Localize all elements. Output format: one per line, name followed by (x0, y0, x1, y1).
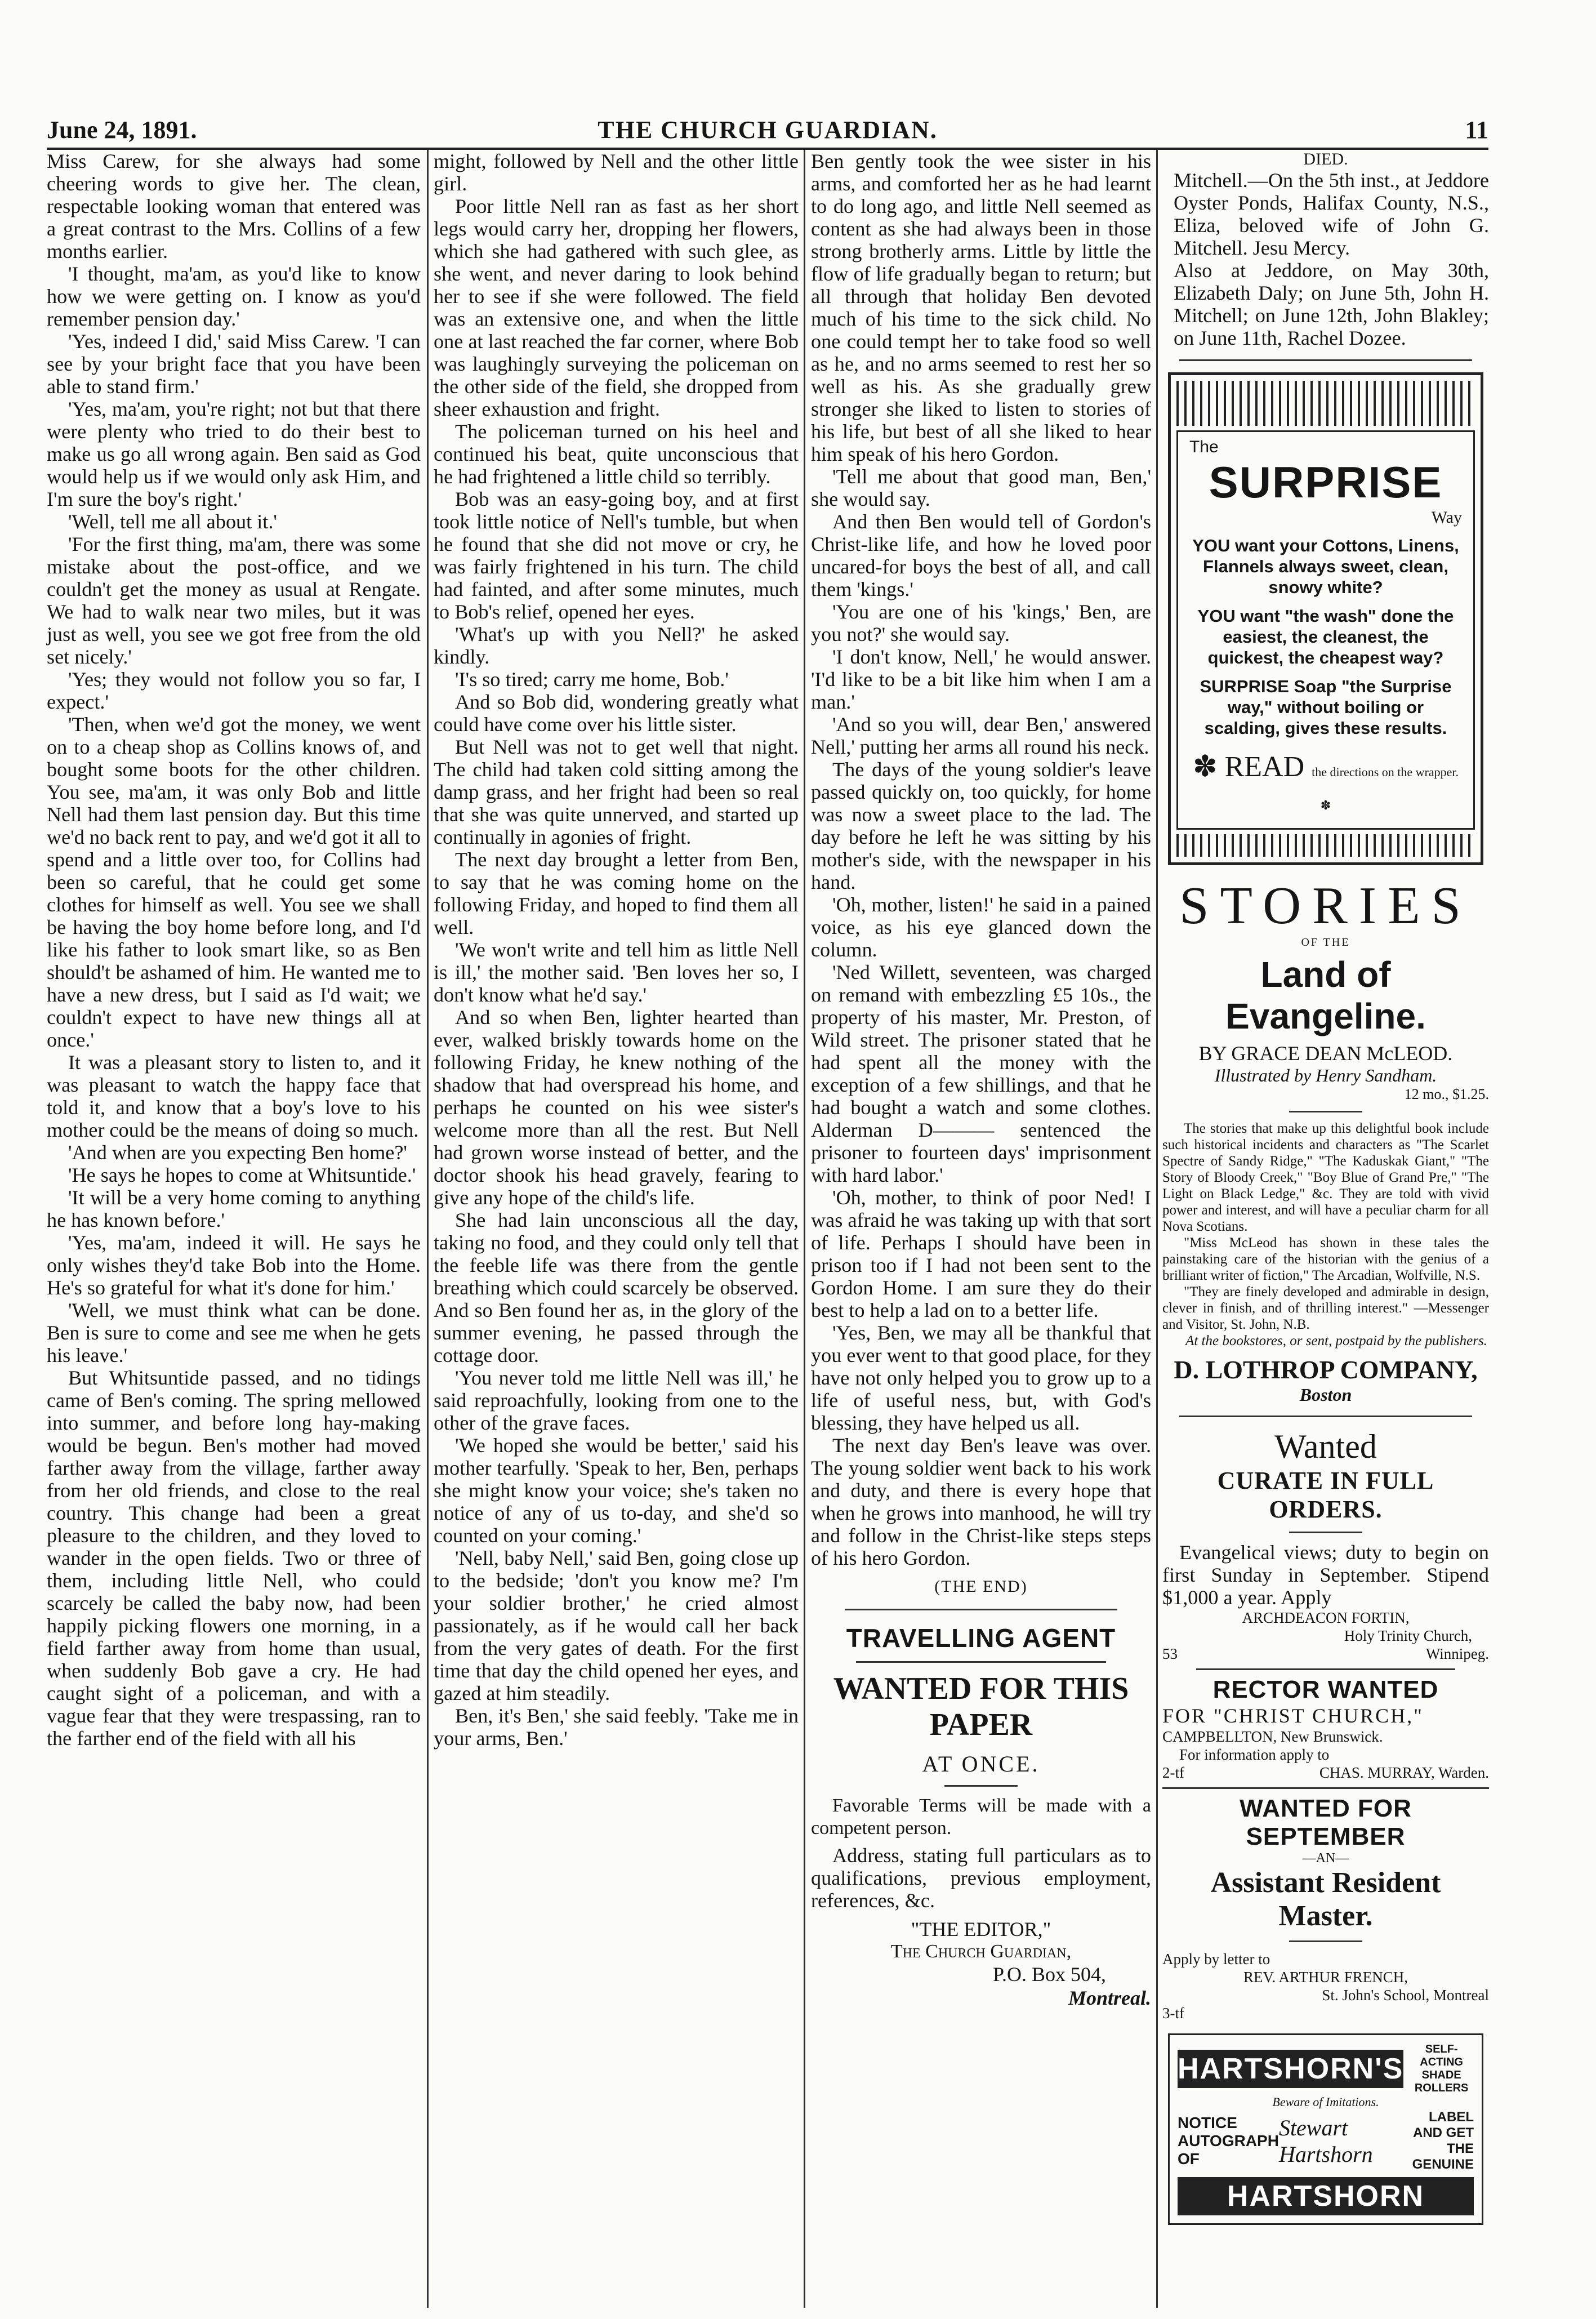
surprise-ad-inner (1176, 430, 1475, 830)
column-divider (427, 150, 429, 2308)
september-wanted-ad (1162, 1795, 1489, 2022)
rector-subheading: FOR "CHRIST CHURCH," (1162, 1704, 1424, 1727)
header-date: June 24, 1891. (47, 116, 197, 144)
curate-wanted: Wanted (1274, 1428, 1377, 1465)
story-paragraph: 'Yes, Ben, we may all be thankful that you ever went to that good place, for they have not only helped you to grow up to a life of useful ness, but, with God's blessing, they have helped us all. (811, 1321, 1151, 1434)
separator (1289, 1940, 1362, 1942)
story-paragraph: 'Yes, ma'am, you're right; not but that there were plenty who tried to do their best to make us go all wrong again. Ben said as God would help us if we would only ask Him, and I'm sure the boy's right.' (47, 398, 421, 510)
curate-contact: Holy Trinity Church, (1344, 1627, 1472, 1644)
ad-number: 3-tf (1162, 2005, 1184, 2022)
separator (1196, 1668, 1455, 1670)
rector-contact: CHAS. MURRAY, Warden. (1319, 1764, 1489, 1781)
ad-address: Montreal. (1068, 1987, 1151, 2009)
ad-text: YOU want your Cottons, Linens, Flannels always sweet, clean, snowy white? (1192, 536, 1459, 597)
header-title: THE CHURCH GUARDIAN. (598, 116, 938, 144)
book-description: The stories that make up this delightful book include such historical incidents and characters as "The Scarlet Spectre of Sandy Ridge," "The Kaduskak Giant," "The Story of Bloody Creek," "Boy Blue of Grand Pre," "The Light on Black Ledge," &c. They are told with vivid power and interest, and will have a peculiar charm for all Nova Scotians. (1162, 1121, 1489, 1234)
stories-of-the: OF THE (1301, 936, 1350, 949)
story-paragraph: 'He says he hopes to come at Whitsuntide.' (68, 1164, 416, 1186)
story-paragraph: 'Well, tell me all about it.' (68, 510, 277, 533)
read-word: ✽ READ (1193, 751, 1305, 783)
column-divider (1156, 150, 1158, 2308)
book-availability: At the bookstores, or sent, postpaid by the publishers. (1185, 1333, 1487, 1348)
hartshorn-notice: NOTICE AUTOGRAPH OF (1178, 2114, 1279, 2167)
story-paragraph: And then Ben would tell of Gordon's Christ-like life, and how he loved poor uncared-for boys the best of all, and call them 'kings.' (811, 510, 1151, 600)
story-paragraph: And so Bob did, wondering greatly what could have come over his little sister. (434, 691, 799, 736)
story-paragraph: 'Oh, mother, to think of poor Ned! I was afraid he was taking up with that sort of life. Perhaps I should have been in prison too if I had not been sent to the Gordon Home. I am sure they do their best to help a lad on to a better life. (811, 1186, 1151, 1321)
ad-number: 2-tf (1162, 1764, 1184, 1781)
hartshorn-bottom-brand: HARTSHORN (1178, 2177, 1474, 2215)
column-divider (804, 150, 805, 2308)
ad-heading: WANTED FOR THIS PAPER (833, 1671, 1129, 1742)
story-paragraph: 'Yes, indeed I did,' said Miss Carew. 'I can see by your bright face that you have been able to stand firm.' (47, 330, 421, 398)
book-illustrator: Illustrated by Henry Sandham. (1214, 1065, 1437, 1085)
surprise-brand: SURPRISE (1209, 457, 1443, 507)
story-paragraph: 'You are one of his 'kings,' Ben, are you not?' she would say. (811, 600, 1151, 646)
story-paragraph: It was a pleasant story to listen to, and it was pleasant to watch the happy face that told it, and know that a boy's love to his mother could be the means of doing so much. (47, 1051, 421, 1141)
story-paragraph: 'Nell, baby Nell,' said Ben, going close up to the bedside; 'don't you know me? I'm your soldier brother,' he cried almost passionately, as if he would call her back from the very gates of death. For the first time that day the child opened her eyes, and gazed at him steadily. (434, 1547, 799, 1704)
september-apply: Apply by letter to (1162, 1951, 1270, 1968)
story-paragraph: 'Yes; they would not follow you so far, I expect.' (47, 668, 421, 713)
ad-text: Favorable Terms will be made with a competent person. (811, 1795, 1151, 1839)
story-paragraph: 'Tell me about that good man, Ben,' she would say. (811, 465, 1151, 510)
story-paragraph: 'I's so tired; carry me home, Bob.' (455, 668, 729, 691)
story-paragraph: Poor little Nell ran as fast as her short legs would carry her, dropping her flowers, which she had gathered with such glee, as she went, and never daring to look behind her to see if she were followed. The field was an extensive one, and when the little one at last reached the far corner, where Bob was laughingly surveying the policeman on the other side of the field, she dropped from sheer exhaustion and fright. (434, 195, 799, 420)
read-directions-note: the directions on the wrapper. ✽ (1312, 765, 1459, 812)
surprise-soap-ad (1168, 372, 1483, 865)
story-paragraph: 'For the first thing, ma'am, there was some mistake about the post-office, and we couldn't get the money as usual at Rengate. We had to walk near two miles, but it was just as well, you see we got free from the old set nicely.' (47, 533, 421, 668)
publisher-city: Boston (1299, 1385, 1352, 1405)
story-paragraph: 'We won't write and tell him as little Nell is ill,' the mother said. 'Ben loves her so, I don't know what he'd say.' (434, 938, 799, 1006)
september-address: St. John's School, Montreal (1322, 1987, 1489, 2004)
rector-heading: RECTOR WANTED (1212, 1676, 1439, 1703)
story-paragraph: But Whitsuntide passed, and no tidings came of Ben's coming. The spring mellowed into summer, and before long hay-making would be begun. Ben's mother had moved farther away from the village, farther away from her old friends, and close to the real country. This change had been a great pleasure to the children, and they loved to wander in the open fields. Two or three of them, including little Nell, who could scarcely be called the baby now, had been happily picking flowers one morning, in a field farther away from home than usual, when suddenly Bob gave a cry. He had caught sight of a policeman, and with a vague fear that they were trespassing, ran to the farther end of the field with all his (47, 1367, 421, 1750)
advertisement-column (1162, 150, 1489, 2308)
september-position: Assistant Resident Master. (1210, 1867, 1441, 1932)
book-review: "They are finely developed and admirable in design, clever in finish, and of thrilling interest." —Messenger and Visitor, St. John, N.B. (1162, 1284, 1489, 1332)
curate-details: Evangelical views; duty to begin on first Sunday in September. Stipend $1,000 a year. Apply (1162, 1541, 1489, 1609)
stories-land-title: Land of Evangeline. (1225, 954, 1426, 1036)
story-paragraph: The next day Ben's leave was over. The young soldier went back to his work and duty, and there is every hope that when he grows into manhood, he will try and follow in the Christ-like steps steps of his hero Gordon. (811, 1434, 1151, 1569)
read-directions (1189, 750, 1462, 817)
story-paragraph: 'You never told me little Nell was ill,' he said reproachfully, looking from one to the other of the grave faces. (434, 1367, 799, 1434)
story-paragraph: 'Yes, ma'am, indeed it will. He says he only wishes they'd take Bob into the Home. He's so grateful for what it's done for him.' (47, 1231, 421, 1299)
death-notice: Mitchell.—On the 5th inst., at Jeddore Oyster Ponds, Halifax County, N.S., Eliza, beloved wife of John G. Mitchell. Jesu Mercy. (1174, 169, 1489, 259)
story-paragraph: 'I thought, ma'am, as you'd like to know how we were getting on. I know as you'd remember pension day.' (47, 262, 421, 330)
ad-border-pattern (1176, 834, 1475, 857)
ad-heading: TRAVELLING AGENT (846, 1623, 1116, 1653)
ad-border-pattern (1176, 381, 1475, 426)
ad-address: P.O. Box 504, (992, 1963, 1106, 1986)
ad-text: SURPRISE Soap "the Surprise way," without boiling or scalding, gives these results. (1200, 676, 1452, 738)
book-review: "Miss McLeod has shown in these tales the painstaking care of the historian with the genius of a brilliant writer of fiction," The Arcadian, Wolfville, N.S. (1162, 1235, 1489, 1283)
story-paragraph: 'What's up with you Nell?' he asked kindly. (434, 623, 799, 668)
book-author: BY GRACE DEAN McLEOD. (1198, 1042, 1453, 1065)
story-column-3 (811, 150, 1151, 2308)
rector-info: For information apply to (1179, 1746, 1330, 1763)
travelling-agent-ad (811, 1623, 1151, 2010)
story-paragraph: 'Then, when we'd got the money, we went on to a cheap shop as Collins knows of, and bought some boots for the other children. You see, ma'am, it was only Bob and little Nell had them last pension day. But this time we'd no back rent to pay, and we'd got it all to spend and a little over too, for Collins had been so careful, that he could get some clothes for himself as well. You see we shall be having the boy home before long, and I'd like his father to look smart like, so as Ben should't be ashamed of him. He wanted me to have a new dress, but I said as I'd wait; we couldn't expect to have new things all at once.' (47, 713, 421, 1051)
rector-place: CAMPBELLTON, New Brunswick. (1162, 1728, 1383, 1745)
hartshorn-beware: Beware of Imitations. (1272, 2095, 1379, 2109)
september-heading: WANTED FOR SEPTEMBER (1240, 1795, 1412, 1850)
ad-address: The Church Guardian, (890, 1941, 1072, 1962)
story-paragraph: 'It will be a very home coming to anything he has known before.' (47, 1186, 421, 1231)
story-paragraph: 'We hoped she would be better,' said his mother tearfully. 'Speak to her, Ben, perhaps she might know your voice; she's taken no notice of any of us to-day, and she'd so counted on your coming.' (434, 1434, 799, 1547)
story-paragraph: But Nell was not to get well that night. The child had taken cold sitting among the damp grass, and her fright had been so real that she was quite unnerved, and started up continually in agonies of fright. (434, 736, 799, 848)
story-paragraph: 'And when are you expecting Ben home?' (68, 1141, 407, 1164)
book-price: 12 mo., $1.25. (1404, 1086, 1489, 1102)
september-contact: REV. ARTHUR FRENCH, (1243, 1969, 1408, 1986)
ad-subheading: AT ONCE. (922, 1751, 1040, 1777)
curate-wanted-ad (1162, 1427, 1489, 1663)
separator (1179, 1416, 1472, 1417)
story-paragraph: The policeman turned on his heel and continued his beat, quite unconscious that he had frightened a little child so terribly. (434, 420, 799, 488)
curate-contact: ARCHDEACON FORTIN, (1242, 1609, 1410, 1626)
story-paragraph: Miss Carew, for she always had some cheering words to give her. The clean, respectable looking woman that entered was a great contrast to the Mrs. Collins of a few months earlier. (47, 150, 421, 262)
story-paragraph: Ben gently took the wee sister in his arms, and comforted her as he had learnt to do long ago, and little Nell seemed as content as she had always been in those strong brotherly arms. Little by little the flow of life gradually began to return; but all through that holiday Ben devoted much of his time to the sick child. No one could tempt her to take food so well as he, and no arms seemed to rest her so well as his. As she gradually grew stronger she liked to listen to stories of his life, but best of all she liked to hear him speak of his hero Gordon. (811, 150, 1151, 465)
story-paragraph: And so when Ben, lighter hearted than ever, walked briskly towards home on the following Friday, he knew nothing of the shadow that had overspread his home, and perhaps he counted on his wee sister's welcome more than all the rest. But Nell had grown worse instead of better, and the doctor shook his head gravely, fearing to give any hope of the child's life. (434, 1006, 799, 1209)
curate-heading: CURATE IN FULL ORDERS. (1217, 1467, 1434, 1523)
story-paragraph: 'Oh, mother, listen!' he said in a pained voice, as his eye glanced down the column. (811, 893, 1151, 961)
hartshorn-product: SELF-ACTING SHADE ROLLERS (1414, 2043, 1469, 2094)
ad-text: YOU want "the wash" done the easiest, the cleanest, the quickest, the cheapest way? (1197, 606, 1454, 667)
separator (1289, 1532, 1362, 1533)
hartshorn-label: LABEL AND GET THE GENUINE (1412, 2109, 1474, 2172)
curate-city: Winnipeg. (1425, 1645, 1489, 1662)
header-page-number: 11 (1465, 116, 1488, 144)
story-paragraph: The next day brought a letter from Ben, to say that he was coming home on the following Friday, and hoped to find them all well. (434, 848, 799, 938)
died-heading: DIED. (1303, 150, 1348, 168)
story-paragraph: Bob was an easy-going boy, and at first took little notice of Nell's tumble, but when he found that she did not move or cry, he was fairly frightened in his turn. The child had fainted, and after some minutes, much to Bob's relief, opened her eyes. (434, 488, 799, 623)
hartshorn-brand: HARTSHORN'S (1178, 2050, 1403, 2088)
ad-address: "THE EDITOR," (911, 1918, 1051, 1940)
separator (1179, 359, 1472, 361)
story-paragraph: 'I don't know, Nell,' he would answer. 'I'd like to be a bit like him when I am a man.' (811, 646, 1151, 713)
ad-way: Way (1431, 508, 1462, 527)
story-paragraph: The days of the young soldier's leave passed quickly on, too quickly, for home was now a sweet place to the lad. The day before he left he was sitting by his mother's side, with the newspaper in his hand. (811, 758, 1151, 893)
ad-the: The (1189, 438, 1219, 456)
publisher-name: D. LOTHROP COMPANY, (1174, 1355, 1478, 1384)
death-notices (1162, 150, 1489, 349)
separator (1289, 1111, 1362, 1112)
separator (944, 1785, 1018, 1787)
september-an: —AN— (1302, 1851, 1349, 1866)
story-column-1 (47, 150, 421, 2308)
story-end-mark: (THE END) (934, 1577, 1028, 1596)
ad-text: Address, stating full particulars as to qualifications, previous employment, references, &c. (811, 1844, 1151, 1912)
separator (856, 1661, 1106, 1663)
stories-book-ad (1162, 875, 1489, 1405)
hartshorn-signature: Stewart Hartshorn (1278, 2115, 1373, 2167)
hartshorn-ad (1168, 2033, 1483, 2225)
page-header (47, 115, 1488, 145)
story-column-2 (434, 150, 799, 2308)
story-paragraph: 'Ned Willett, seventeen, was charged on remand with embezzling £5 10s., the property of his master, Mr. Preston, of Wild street. The prisoner stated that he had spent all the money with the exception of a few shillings, and that he had bought a watch and some clothes. Alderman D——— sentenced the prisoner to fourteen days' imprisonment with hard labor.' (811, 961, 1151, 1186)
ad-number: 53 (1162, 1645, 1178, 1662)
separator (845, 1609, 1117, 1610)
separator (1162, 1787, 1489, 1789)
story-paragraph: She had lain unconscious all the day, taking no food, and they could only tell that the feeble life was there from the gentle breathing which could scarcely be observed. And so Ben found her as, in the glory of the summer evening, he passed through the cottage door. (434, 1209, 799, 1367)
story-paragraph: 'And so you will, dear Ben,' answered Nell,' putting her arms all round his neck. (811, 713, 1151, 758)
story-paragraph: might, followed by Nell and the other little girl. (434, 150, 799, 195)
story-paragraph: 'Well, we must think what can be done. Ben is sure to come and see me when he gets his leave.' (47, 1299, 421, 1367)
stories-title: STORIES (1179, 876, 1472, 935)
death-notice: Also at Jeddore, on May 30th, Elizabeth Daly; on June 5th, John H. Mitchell; on June 12th, John Blakley; on June 11th, Rachel Dozee. (1174, 259, 1489, 349)
rector-wanted-ad (1162, 1676, 1489, 1782)
story-paragraph: Ben, it's Ben,' she said feebly. 'Take me in your arms, Ben.' (434, 1704, 799, 1750)
